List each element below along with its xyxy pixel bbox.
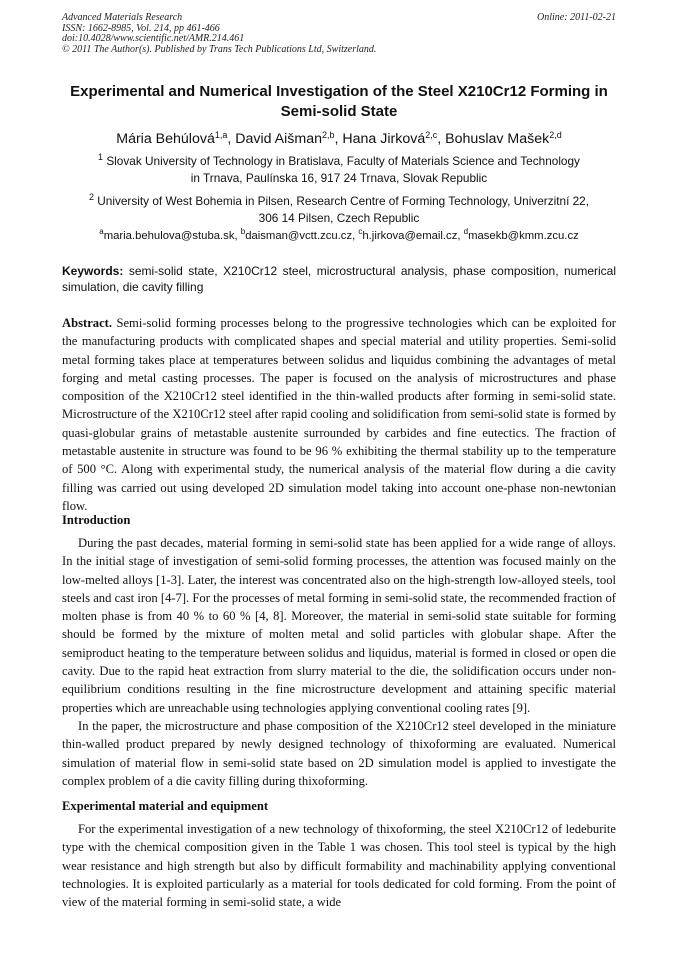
author-name: Hana Jirková	[342, 131, 426, 147]
affiliation-number: 1	[98, 152, 104, 162]
affiliation-1	[62, 153, 616, 187]
author-affiliation-mark: 2,c	[425, 130, 438, 140]
author-affiliation-mark: 2,d	[549, 130, 562, 140]
keywords-text: semi-solid state, X210Cr12 steel, microstructural analysis, phase composition, numerical simulation, die cavity filling	[62, 264, 616, 294]
author-separator: ,	[227, 131, 236, 147]
abstract	[62, 314, 616, 515]
introduction-body	[62, 534, 616, 790]
email-mark: c	[358, 227, 363, 236]
author-emails	[62, 228, 616, 244]
paragraph: For the experimental investigation of a new technology of thixoforming, the steel X210Cr12 of ledeburite type with the chemical composition given in the Table 1 was chosen. This tool steel is typical by the high wear resistance and high strength but also by difficult formability and machinability applying conventional technologies. It is exploited particularly as a material for tools dedicated for cold forming. From the point of view of the material forming in semi-solid state, a wide	[62, 822, 616, 910]
paragraph: During the past decades, material forming in semi-solid state has been applied for a wide range of alloys. In the initial stage of investigation of semi-solid forming processes, the attention was focused mainly on the low-melted alloys [1-3]. Later, the interest was concentrated also on the high-strength low-alloyed steels, tool steels and cast iron [4-7]. For the processes of metal forming in semi-solid state, the recommended fraction of molten phase is from 40 % to 60 % [4, 8]. Moreover, the material in semi-solid state suitable for forming should be formed by the mixture of molten metal and solid particles with globular shape. After the semiproduct heating to the temperature between solidus and liquidus, material is formed in closed or open die cavity. Due to the rapid heat extraction from slurry material to the die, the solidification occurs under non-equilibrium conditions resulting in the fine microstructure development and attaining specific material properties which are unreachable using technologies applying conventional cooling rates [9].	[62, 536, 616, 715]
author-separator: ,	[334, 131, 343, 147]
email: daisman@vctt.zcu.cz,	[245, 230, 359, 242]
author-affiliation-mark: 1,a	[214, 130, 228, 140]
affiliation-number: 2	[88, 192, 94, 202]
keywords	[62, 263, 616, 295]
copyright: © 2011 The Author(s). Published by Trans Tech Publications Ltd, Switzerland.	[62, 43, 377, 55]
affiliation-line: 306 14 Pilsen, Czech Republic	[258, 211, 420, 225]
email: h.jirkova@email.cz,	[362, 230, 464, 242]
author-name: David Aišman	[235, 131, 322, 147]
affiliation-line: in Trnava, Paulínska 16, 917 24 Trnava, Slovak Republic	[190, 171, 488, 185]
journal-name: Advanced Materials Research	[62, 12, 183, 23]
doi: doi:10.4028/www.scientific.net/AMR.214.461	[62, 33, 245, 45]
paper-title: Experimental and Numerical Investigation of the Steel X210Cr12 Forming in Semi-solid State	[70, 83, 608, 120]
paragraph: In the paper, the microstructure and phase composition of the X210Cr12 steel developed in the miniature thin-walled product prepared by newly designed technology of thixoforming are evaluated. Numerical simulation of material flow in semi-solid state based on 2D simulation model is applied to investigate the complex problem of a die cavity filling during thixoforming.	[62, 718, 616, 788]
email-mark: a	[99, 227, 104, 236]
keywords-label: Keywords:	[62, 264, 124, 278]
email-mark: d	[463, 227, 469, 236]
email: masekb@kmm.zcu.cz	[468, 230, 579, 242]
affiliation-line: University of West Bohemia in Pilsen, Research Centre of Forming Technology, Univerzitní 22,	[97, 194, 590, 208]
author-list	[62, 130, 616, 148]
section-heading-experimental: Experimental material and equipment	[62, 799, 269, 813]
journal-header	[62, 13, 616, 55]
abstract-text: Semi-solid forming processes belong to the progressive technologies which can be exploited for the manufacturing products with complicated shapes and special material and utility properties. Semi-solid metal forming takes place at temperatures between solidus and liquidus combining the advantages of metal forging and metal casting processes. The paper is focused on the analysis of microstructures and phase composition of the X210Cr12 steel identified in the thin-walled products after forming in semi-solid state. Microstructure of the X210Cr12 steel after rapid cooling and solidification from semi-solid state is formed by quasi-globular grains of metastable austenite surrounded by carbides and fine eutectics. The fraction of metastable austenite in structure was found to be 96 % exhibiting the thermal stability up to the temperature of 500 °C. Along with experimental study, the numerical analysis of the material flow during a die cavity filling was carried out using developed 2D simulation model taking into account one-phase non-newtonian flow.	[62, 316, 616, 513]
section-heading-introduction: Introduction	[62, 513, 131, 527]
author-affiliation-mark: 2,b	[322, 130, 335, 140]
abstract-label: Abstract.	[62, 316, 113, 330]
author-name: Bohuslav Mašek	[445, 131, 550, 147]
issn: ISSN: 1662-8985, Vol. 214, pp 461-466	[62, 22, 220, 34]
affiliation-2	[62, 193, 616, 227]
online-date: Online: 2011-02-21	[537, 12, 616, 23]
affiliation-line: Slovak University of Technology in Bratislava, Faculty of Materials Science and Technology	[106, 154, 580, 168]
experimental-body	[62, 820, 616, 911]
email-mark: b	[240, 227, 246, 236]
author-name: Mária Behúlová	[116, 131, 215, 147]
author-separator: ,	[437, 131, 446, 147]
email: maria.behulova@stuba.sk,	[103, 230, 241, 242]
